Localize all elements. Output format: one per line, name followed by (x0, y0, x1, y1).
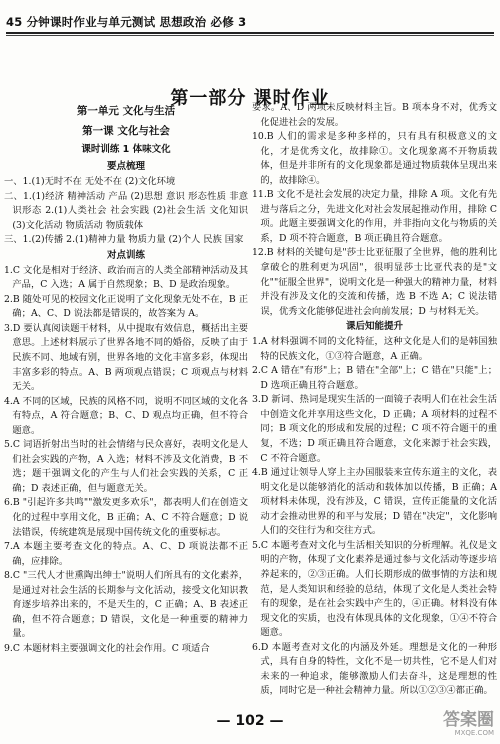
running-header (6, 6, 494, 30)
header-title: 45 分钟课时作业与单元测试 思想政治 必修 3 (6, 15, 247, 29)
right-column-paragraph: 10.B 人们的需求是多种多样的，只有具有积极意义的文化，才是优秀文化，故排除①。文化现象离不开物质载体，但是并非所有的文化现象都是通过物质载体呈现出来的，故排除④。 (252, 131, 497, 186)
header-rule-thin (6, 35, 494, 36)
watermark-logo (422, 712, 494, 740)
right-column-paragraph: 12.B 材料的关键句是"莎士比亚征服了全世界，他的胜利比拿破仑的胜利更为巩固"，很明显莎士比亚代表的是"文化""征服全世界"，说明文化是一种强大的精神力量，材料并没有涉及文化的交流和传播，选 B 不选 A；C 说法错误，优秀文化能够促进社会向前发展；D 与材料无关。 (252, 247, 497, 317)
left-column-paragraph: 9.C 本题材料主要强调文化的社会作用。C 项适合 (4, 642, 210, 654)
left-column-paragraph: 7.A 本题主要考查文化的特点。A、C、D 项说法都不正确，应排除。 (4, 541, 248, 567)
page-number: — 102 — (216, 713, 284, 729)
left-column-paragraph: 5.C 词语折射出当时的社会情绪与民众喜好，表明文化是人们社会实践的产物，A 入选；材料不涉及文化消费，B 不选；题干强调文化的产生与人们社会实践的关系，C 正确；D 表述正确，但与题意无关。 (4, 439, 248, 494)
right-column-heading: 课后知能提升 (345, 321, 403, 333)
right-column-paragraph: 3.D 新词、热词是现实生活的一面镜子表明人们在社会生活中创造文化并享用这些文化，D 正确；A 项材料的过程不同；B 项文化的形成和发展的过程；C 项不符合题干的重复，不选；D 项正确且符合题意，文化来源于社会实践，C 不符合题意。 (252, 394, 497, 464)
watermark-sub: MXQE.COM (454, 729, 494, 737)
left-column-heading: 第一单元 文化与生活 (76, 105, 176, 117)
left-column-paragraph: 三、1.(2)传播 2.(1)精神力量 物质力量 (2)个人 民族 国家 (4, 234, 244, 246)
right-column-paragraph: 6.D 本题考查对文化的内涵及外延。理想是文化的一种形式，具有自身的特性，文化不是一切共性，它不是人们对未来的一种追求，能够激励人们去奋斗，这是理想的性质，同时它是一种社会精神力量。所以①②③④都正确。 (252, 641, 497, 697)
left-column-paragraph: 8.C "三代人才世熏陶出绅士"说明人们所具有的文化素养，是通过对社会生活的长期参与文化活动，接受文化知识教育逐步培养出来的，不是天生的，C 正确；A、B 表述正确，但不符合题意；D 错误，文化是一种重要的精神力量。 (4, 570, 248, 640)
right-column-paragraph: 2.C A 错在"有形"上；B 错在"全部"上；C 错在"只能"上；D 选项正确且符合题意。 (252, 365, 497, 391)
left-column-paragraph: 4.A 不同的区域，民族的风格不同，说明不同区域的文化各有特点，A 符合题意；B、C、D 观点均正确，但不符合题意。 (4, 395, 248, 436)
right-column-paragraph: 5.C 本题考查对文化与生活相关知识的分析理解。礼仪是文明的产物，体现了文化素养是通过参与文化活动等逐步培养起来的，②③正确。人们长期形成的做事情的方法和规范，是人类知识和经验的总结，体现了文化是人类社会特有的现象，是在社会实践中产生的，④正确。材料没有体现文化的实质，也没有体现具体的文化现象，①④不符合题意。 (252, 539, 497, 639)
left-column-heading: 对点训练 (106, 249, 145, 261)
right-column-paragraph: 4.B 通过让领导人穿上主办国服装来宣传东道主的文化，表明文化是以能够消化的活动和载体加以传播，B 正确；A 项材料未体现，没有涉及，C 错误，宣传正能量的文化活动才会推动世界的和平与发展；D 错在"决定"，文化影响人们的交往行为和交往方式。 (252, 467, 497, 537)
left-column-heading: 课时训练 1 体味文化 (81, 144, 171, 155)
right-column-paragraph: 要求。A、D 两项未反映材料主旨。B 项本身不对，优秀文化促进社会的发展。 (252, 102, 497, 128)
left-column-paragraph: 2.B 随处可见的校园文化正说明了文化现象无处不在，B 正确；A、C、D 说法都是错误的，故答案为 A。 (4, 293, 248, 320)
right-column-paragraph: 11.B 文化不是社会发展的决定力量，排除 A 项。文化有先进与落后之分，先进文化对社会发展起推动作用，排除 C 项。此题主要强调文化的作用，并非指向文化与物质的关系，D 项不符合题意，B 项正确且符合题意。 (252, 189, 497, 244)
header-rule (6, 32, 494, 34)
left-column-paragraph: 6.B "引起许多共鸣""激发更多欢乐"，都表明人们在创造文化的过程中享用文化，B 正确；A、C 不符合题意；D 说法错误，传统建筑是展现中国传统文化的重要标志。 (4, 497, 248, 538)
part-title: 第一部分 课时作业 (170, 88, 330, 109)
left-column-paragraph: 二、1.(1)经济 精神活动 产品 (2)思想 意识 形态性质 非意识形态 2.(1)人类社会 社会实践 (2)社会生活 文化知识 (3)文化活动 物质活动 物质载体 (4, 190, 248, 231)
left-column (4, 101, 248, 657)
left-column-heading: 第一课 文化与社会 (82, 125, 170, 137)
left-column-heading: 要点梳理 (106, 161, 145, 172)
right-column-paragraph: 1.A 材料强调不同的文化特征，这种文化是人们的是韩国独特的民族文化，①③符合题意，A 正确。 (252, 336, 497, 362)
left-column-paragraph: 1.C 文化是相对于经济、政治而言的人类全部精神活动及其产品，C 入选；A 属于自然现象；B、D 是政治现象。 (4, 264, 248, 291)
left-column-paragraph: 3.D 要认真阅读题干材料，从中提取有效信息，概括出主要意思。上述材料展示了世界各地不同的婚俗，反映了由于民族不同、地域有别，世界各地的文化丰富多彩，体现出丰富多彩的特点。A、B 两项观点错误；C 项观点与材料无关。 (4, 322, 248, 393)
right-column (252, 101, 497, 699)
watermark-main: 答案圈 (443, 710, 494, 730)
left-column-paragraph: 一、1.(1)无时不在 无处不在 (2)文化环境 (4, 176, 176, 187)
